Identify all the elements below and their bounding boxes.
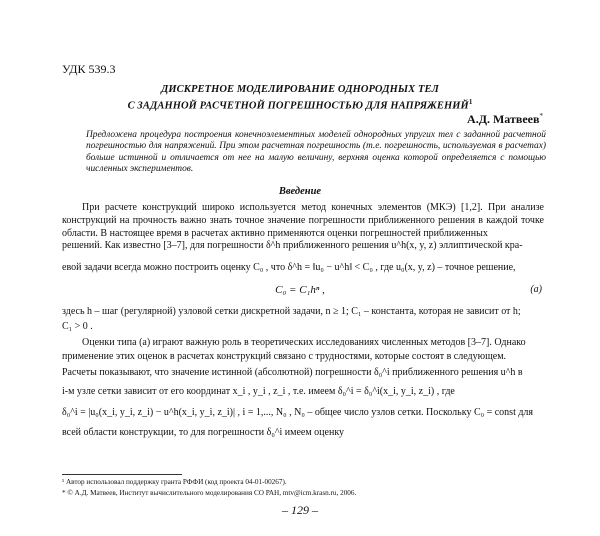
text-line-i: δ₀^i = |u₀(x_i, y_i, z_i) − u^h(x_i, y_i, z_i)| , i = 1,..., N₀ , N₀ – общее число узлов сетки. Поскольку C₀ = const для bbox=[62, 407, 534, 418]
text-line-c: здесь h – шаг (регулярной) узловой сетки дискретной задачи, n ≥ 1; C₁ – константа, которая не зависит от h; bbox=[62, 306, 521, 317]
equation-label: (a) bbox=[530, 284, 542, 295]
footnote-divider bbox=[62, 474, 182, 475]
abstract: Предложена процедура построения конечноэлементных моделей однородных упругих тел с заданной расчетной погрешностью для напряжений. При этом расчетная погрешность (т.е. погрешность, используемая в расчетах) больше истинной и отличается от нее на малую величину, верхняя оценка которой определяется с помощью численных экспериментов. bbox=[86, 130, 546, 174]
text-line-e: Оценки типа (a) играют важную роль в теоретических исследованиях численных методов [3–7]. Однако bbox=[82, 337, 526, 348]
text-line-a: решений. Как известно [3–7], для погрешности δ^h приближенного решения u^h(x, y, z) эллиптической кра- bbox=[62, 240, 523, 251]
page-number: – 129 – bbox=[282, 503, 318, 517]
title-line-1: ДИСКРЕТНОЕ МОДЕЛИРОВАНИЕ ОДНОРОДНЫХ ТЕЛ bbox=[161, 84, 439, 95]
title-footnote-mark: 1 bbox=[468, 98, 473, 106]
text-line-f: применение этих оценок в расчетах конструкций связано с трудностями, которые состоят в следующем. bbox=[62, 351, 507, 362]
text-line-b: евой задачи всегда можно построить оценку C₀ , что δ^h = ‖u₀ − u^h‖ < C₀ , где u₀(x, y, z) – точное решение, bbox=[62, 262, 516, 273]
text-line-h: i-м узле сетки зависит от его координат x_i , y_i , z_i , т.е. имеем δ₀^i = δ₀^i(x_i, y_i, z_i) , где bbox=[62, 386, 455, 397]
text-line-d: C₁ > 0 . bbox=[62, 321, 93, 332]
text-line-g: Расчеты показывают, что значение истинной (абсолютной) погрешности δ₀^i приближенного решения u^h в bbox=[62, 367, 523, 378]
section-heading: Введение bbox=[278, 186, 322, 197]
footnote-1: ¹ Автор использовал поддержку гранта РФФИ (код проекта 04-01-00267). bbox=[62, 478, 287, 486]
footnote-2: * © А.Д. Матвеев, Институт вычислительного моделирования СО РАН, mtv@icm.krasn.ru, 2006. bbox=[62, 489, 357, 497]
intro-paragraph: При расчете конструкций широко используется метод конечных элементов (МКЭ) [1,2]. При анализе конструкций на прочность важно знать точное значение погрешности приближенного решения в каждой точке области. В настоящее время в расчетах активно применяются оценки погрешностей приближенных bbox=[62, 202, 544, 239]
title-line-2-text: С ЗАДАННОЙ РАСЧЕТНОЙ ПОГРЕШНОСТЬЮ ДЛЯ НАПРЯЖЕНИЙ bbox=[127, 100, 469, 112]
author-name: А.Д. Матвеев bbox=[467, 112, 540, 126]
formula-a: C₀ = C₁hⁿ , bbox=[275, 284, 325, 296]
author bbox=[467, 112, 543, 127]
title-line-2 bbox=[0, 98, 600, 112]
text-line-j: всей области конструкции, то для погрешности δ₀^i имеем оценку bbox=[62, 427, 345, 438]
udk-code: УДК 539.3 bbox=[62, 62, 116, 76]
author-footnote-mark: * bbox=[539, 112, 543, 120]
